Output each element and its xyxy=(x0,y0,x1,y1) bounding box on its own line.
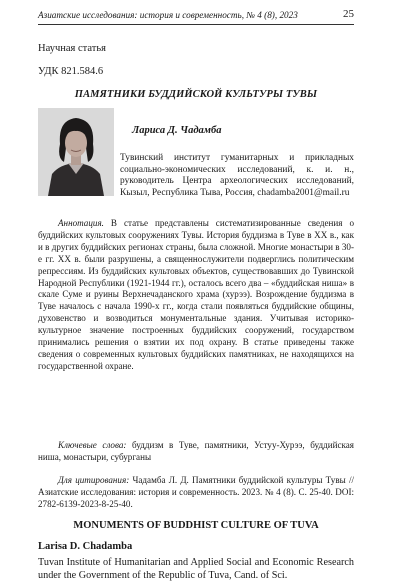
udc-code: УДК 821.584.6 xyxy=(38,66,104,77)
abstract-label: Аннотация. xyxy=(58,218,104,228)
article-type: Научная статья xyxy=(38,43,106,54)
english-affiliation: Tuvan Institute of Humanitarian and Applied Social and Economic Research under the Government of the Republic of Tuva, Cand. of Sci. xyxy=(38,557,354,581)
english-title: MONUMENTS OF BUDDHIST CULTURE OF TUVA xyxy=(73,520,319,531)
abstract-text: В статье представлены систематизированные сведения о буддийских культовых сооружениях Тувы. История буддизма в Туве в XX в., как и в других буддийских регионах страны, была сложной. Многие монастыри в 30-е гг. XX в. были разрушены, а священнослужители подверглись политическим репрессиям. Из буддийских культовых объектов, существовавших до Тувинской Народной Республики (1921-1944 гг.), осталось всего два – «буддийская ниша» в скале Суме и руины Верхнечаданского храма (хурээ). Возрождение буддизма в Туве началось с начала 1990-х гг., когда стали появляться буддийские общины, духовенство и возводиться монументальные здания. Учитывая историко-культурное значение построенных буддийских сооружений, государством принимались решения о взятии их под охрану. В статье приведены также сведения о современных культовых буддийских памятниках, не находящихся на государственной охране. xyxy=(38,218,354,371)
author-portrait-image xyxy=(38,108,114,196)
citation-text: Чадамба Л. Д. Памятники буддийской культуры Тувы //Азиатские исследования: история и современность. 2023. № 4 (8). С. 25-40. DOI: 2782-6139-2023-8-25-40. xyxy=(38,475,354,509)
citation-label: Для цитирования: xyxy=(58,475,130,485)
abstract xyxy=(38,218,354,373)
citation xyxy=(38,475,354,511)
author-name: Лариса Д. Чадамба xyxy=(132,125,222,136)
keywords-label: Ключевые слова: xyxy=(58,440,127,450)
article-title: ПАМЯТНИКИ БУДДИЙСКОЙ КУЛЬТУРЫ ТУВЫ xyxy=(74,89,318,100)
page-number: 25 xyxy=(343,8,354,20)
author-affiliation: Тувинский институт гуманитарных и прикладных социально-экономических исследований, к. и. н., руководитель Центра археологических исследований, Кызыл, Республика Тыва, Россия, chadamba2001@mail.ru xyxy=(120,153,354,199)
keywords-text: буддизм в Туве, памятники, Устуу-Хурээ, буддийская ниша, монастыри, субурганы xyxy=(38,440,354,462)
journal-title: Азиатские исследования: история и современность, № 4 (8), 2023 xyxy=(38,10,298,20)
keywords xyxy=(38,440,354,464)
author-photo xyxy=(38,108,114,196)
english-author-name: Larisa D. Chadamba xyxy=(38,541,133,552)
running-header xyxy=(38,8,354,25)
